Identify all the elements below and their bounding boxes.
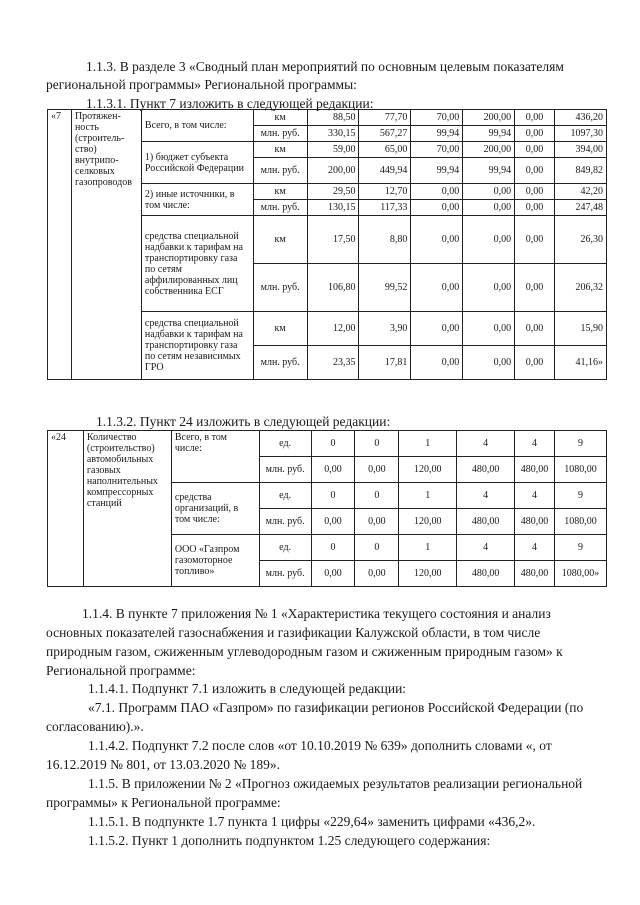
cell: 247,48 bbox=[554, 200, 606, 216]
cell: 0,00 bbox=[411, 216, 463, 264]
cell: 1 bbox=[399, 535, 457, 561]
paragraph-5-line-1: 1.1.5. В приложении № 2 «Прогноз ожидаемых результатов реализации региональной bbox=[88, 776, 583, 791]
cell: 106,80 bbox=[307, 264, 359, 312]
paragraph-1-line-2: основных показателей газоснабжения и газификации Калужской области, в том числе bbox=[46, 625, 541, 640]
cell: 0,00 bbox=[355, 509, 399, 535]
cell: 0,00 bbox=[311, 561, 355, 587]
cell: 17,50 bbox=[307, 216, 359, 264]
cell: млн. руб. bbox=[259, 509, 311, 535]
cell: ед. bbox=[259, 431, 311, 457]
paragraph-4-line-1: 1.1.4.2. Подпункт 7.2 после слов «от 10.10.2019 № 639» дополнить словами «, от bbox=[88, 738, 552, 753]
cell: км bbox=[253, 184, 307, 200]
indicator-name: Протяжен-ность (строитель-ство) внутрипо-селковых газопроводов bbox=[71, 110, 141, 380]
cell: 4 bbox=[515, 535, 555, 561]
cell: 0,00 bbox=[411, 184, 463, 200]
cell: 0,00 bbox=[311, 509, 355, 535]
cell: 99,94 bbox=[463, 126, 515, 142]
cell: 17,81 bbox=[359, 346, 411, 380]
cell: 0,00 bbox=[515, 110, 555, 126]
item-number: «24 bbox=[48, 431, 84, 587]
cell: 4 bbox=[457, 483, 515, 509]
cell: 0,00 bbox=[463, 312, 515, 346]
cell: 480,00 bbox=[515, 561, 555, 587]
indicator-name: Количество (строительство) автомобильных газовых наполнительных компрессорных станций bbox=[83, 431, 171, 587]
cell: 0,00 bbox=[463, 184, 515, 200]
cell: 480,00 bbox=[457, 561, 515, 587]
cell: 0,00 bbox=[463, 216, 515, 264]
cell: 0,00 bbox=[355, 561, 399, 587]
cell: 0,00 bbox=[515, 312, 555, 346]
cell: млн. руб. bbox=[259, 561, 311, 587]
cell: 330,15 bbox=[307, 126, 359, 142]
cell: 0,00 bbox=[515, 346, 555, 380]
item-number: «7 bbox=[48, 110, 72, 380]
cell: км bbox=[253, 312, 307, 346]
cell: 130,15 bbox=[307, 200, 359, 216]
cell: млн. руб. bbox=[253, 200, 307, 216]
paragraph-1-line-1: 1.1.4. В пункте 7 приложения № 1 «Характеристика текущего состояния и анализ bbox=[82, 606, 551, 621]
cell: 436,20 bbox=[554, 110, 606, 126]
cell: 0,00 bbox=[411, 200, 463, 216]
cell: ед. bbox=[259, 483, 311, 509]
cell: 3,90 bbox=[359, 312, 411, 346]
row-label: средства специальной надбавки к тарифам на транспортировку газа по сетям независимых ГРО bbox=[141, 312, 253, 380]
cell: 0,00 bbox=[463, 346, 515, 380]
row-label: средства организаций, в том числе: bbox=[171, 483, 259, 535]
cell: 0 bbox=[311, 431, 355, 457]
cell: 120,00 bbox=[399, 457, 457, 483]
cell: 0 bbox=[355, 483, 399, 509]
row-label: 2) иные источники, в том числе: bbox=[141, 184, 253, 216]
cell: 0 bbox=[311, 483, 355, 509]
cell: 0,00 bbox=[463, 264, 515, 312]
cell: 0,00 bbox=[411, 312, 463, 346]
cell: 12,70 bbox=[359, 184, 411, 200]
cell: 15,90 bbox=[554, 312, 606, 346]
cell: 1080,00 bbox=[554, 457, 606, 483]
cell: 1 bbox=[399, 431, 457, 457]
paragraph-5-line-2: программы» к Региональной программе: bbox=[46, 795, 281, 810]
cell: 4 bbox=[457, 431, 515, 457]
cell: ед. bbox=[259, 535, 311, 561]
cell: 567,27 bbox=[359, 126, 411, 142]
cell: 65,00 bbox=[359, 142, 411, 158]
cell: млн. руб. bbox=[253, 264, 307, 312]
cell: 0,00 bbox=[515, 200, 555, 216]
cell: 1 bbox=[399, 483, 457, 509]
cell: 0,00 bbox=[411, 346, 463, 380]
cell: 480,00 bbox=[457, 509, 515, 535]
cell: 88,50 bbox=[307, 110, 359, 126]
cell: 12,00 bbox=[307, 312, 359, 346]
cell: 41,16» bbox=[554, 346, 606, 380]
cell: 77,70 bbox=[359, 110, 411, 126]
cell: 0 bbox=[355, 431, 399, 457]
cell: 8,80 bbox=[359, 216, 411, 264]
heading-line-1: 1.1.3. В разделе 3 «Сводный план мероприятий по основным целевым показателям bbox=[86, 59, 564, 74]
cell: 0,00 bbox=[515, 216, 555, 264]
cell: 9 bbox=[554, 535, 606, 561]
cell: 0,00 bbox=[515, 184, 555, 200]
cell: 0,00 bbox=[463, 200, 515, 216]
paragraph-7: 1.1.5.2. Пункт 1 дополнить подпунктом 1.25 следующего содержания: bbox=[88, 833, 491, 848]
cell: 394,00 bbox=[554, 142, 606, 158]
cell: 449,94 bbox=[359, 158, 411, 184]
cell: 0,00 bbox=[311, 457, 355, 483]
cell: млн. руб. bbox=[253, 126, 307, 142]
cell: 1080,00 bbox=[554, 509, 606, 535]
paragraph-4-line-2: 16.12.2019 № 801, от 13.03.2020 № 189». bbox=[46, 757, 280, 772]
cell: 120,00 bbox=[399, 509, 457, 535]
table-item-24 bbox=[47, 430, 607, 587]
cell: 70,00 bbox=[411, 142, 463, 158]
cell: 4 bbox=[515, 483, 555, 509]
cell: млн. руб. bbox=[253, 158, 307, 184]
cell: 200,00 bbox=[463, 142, 515, 158]
cell: 480,00 bbox=[457, 457, 515, 483]
subheading-2: 1.1.3.2. Пункт 24 изложить в следующей редакции: bbox=[96, 414, 391, 429]
cell: млн. руб. bbox=[259, 457, 311, 483]
cell: 1097,30 bbox=[554, 126, 606, 142]
cell: км bbox=[253, 142, 307, 158]
heading-line-2: региональной программы» Региональной программы: bbox=[46, 77, 357, 92]
cell: 480,00 bbox=[515, 457, 555, 483]
table-item-7 bbox=[47, 109, 607, 380]
cell: 0,00 bbox=[411, 264, 463, 312]
cell: 99,52 bbox=[359, 264, 411, 312]
cell: 29,50 bbox=[307, 184, 359, 200]
cell: 4 bbox=[515, 431, 555, 457]
paragraph-1-line-4: Региональной программе: bbox=[46, 663, 196, 678]
cell: 480,00 bbox=[515, 509, 555, 535]
cell: 23,35 bbox=[307, 346, 359, 380]
cell: 0,00 bbox=[515, 264, 555, 312]
row-label: 1) бюджет субъекта Российской Федерации bbox=[141, 142, 253, 184]
cell: км bbox=[253, 216, 307, 264]
cell: 0,00 bbox=[515, 142, 555, 158]
subheading-1: 1.1.3.1. Пункт 7 изложить в следующей редакции: bbox=[86, 96, 374, 111]
cell: млн. руб. bbox=[253, 346, 307, 380]
cell: 9 bbox=[554, 431, 606, 457]
cell: 42,20 bbox=[554, 184, 606, 200]
cell: 0,00 bbox=[355, 457, 399, 483]
cell: 0 bbox=[311, 535, 355, 561]
cell: 200,00 bbox=[463, 110, 515, 126]
cell: 59,00 bbox=[307, 142, 359, 158]
cell: 117,33 bbox=[359, 200, 411, 216]
cell: 120,00 bbox=[399, 561, 457, 587]
row-label: Всего, в том числе: bbox=[141, 110, 253, 142]
paragraph-3-line-1: «7.1. Программ ПАО «Газпром» по газификации регионов Российской Федерации (по bbox=[88, 700, 584, 715]
paragraph-6: 1.1.5.1. В подпункте 1.7 пункта 1 цифры «229,64» заменить цифрами «436,2». bbox=[88, 814, 536, 829]
row-label: Всего, в том числе: bbox=[171, 431, 259, 483]
cell: 200,00 bbox=[307, 158, 359, 184]
cell: 99,94 bbox=[411, 126, 463, 142]
cell: 0,00 bbox=[515, 158, 555, 184]
paragraph-3-line-2: согласованию).». bbox=[46, 719, 144, 734]
cell: 849,82 bbox=[554, 158, 606, 184]
paragraph-1-line-3: природным газом, сжиженным углеводородным газом и сжиженным природным газом» к bbox=[46, 644, 563, 659]
cell: 70,00 bbox=[411, 110, 463, 126]
row-label: средства специальной надбавки к тарифам на транспортировку газа по сетям аффилированных лиц собственника ЕСГ bbox=[141, 216, 253, 312]
cell: 0 bbox=[355, 535, 399, 561]
cell: 1080,00» bbox=[554, 561, 606, 587]
row-label: ООО «Газпром газомоторное топливо» bbox=[171, 535, 259, 587]
cell: 206,32 bbox=[554, 264, 606, 312]
cell: 0,00 bbox=[515, 126, 555, 142]
paragraph-2: 1.1.4.1. Подпункт 7.1 изложить в следующей редакции: bbox=[88, 681, 407, 696]
cell: 99,94 bbox=[411, 158, 463, 184]
cell: 4 bbox=[457, 535, 515, 561]
cell: 26,30 bbox=[554, 216, 606, 264]
cell: 9 bbox=[554, 483, 606, 509]
cell: 99,94 bbox=[463, 158, 515, 184]
cell: км bbox=[253, 110, 307, 126]
